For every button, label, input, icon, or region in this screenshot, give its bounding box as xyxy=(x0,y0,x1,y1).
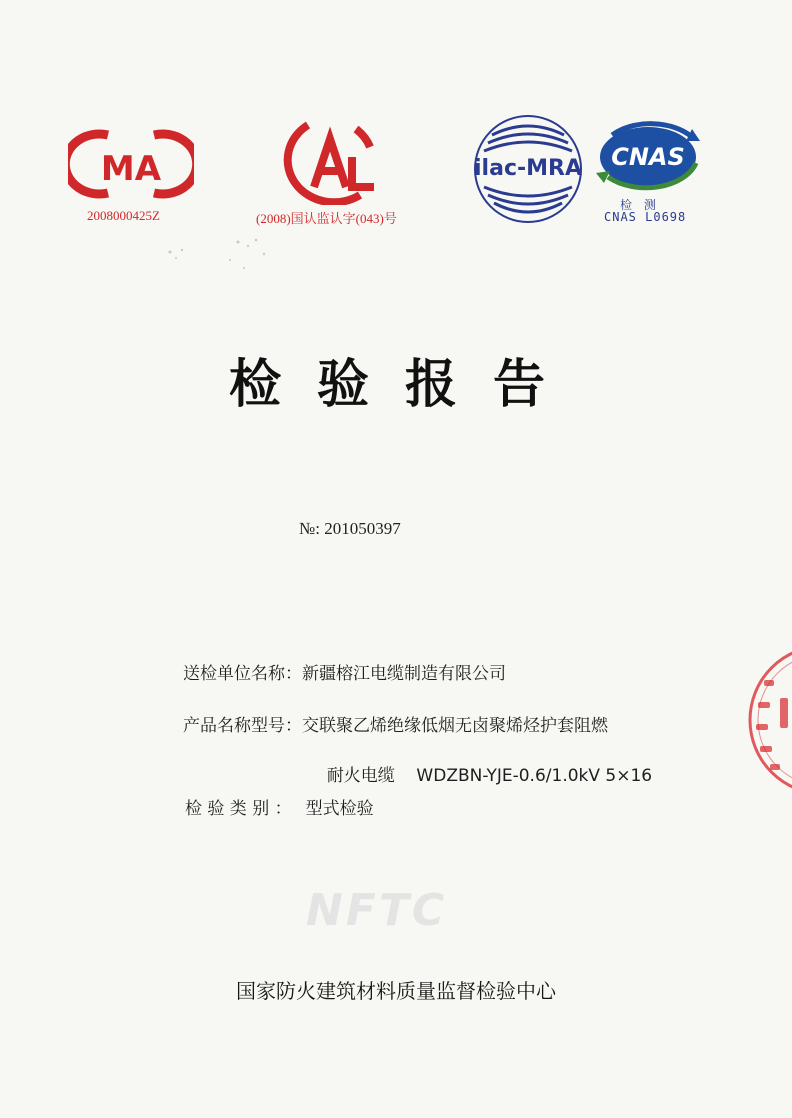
sender-label: 送检单位名称： xyxy=(183,664,302,684)
report-title: 检验报告 xyxy=(228,355,581,415)
red-seal-stamp-icon xyxy=(742,640,792,800)
issuing-organization: 国家防火建筑材料质量监督检验中心 xyxy=(236,979,556,1003)
ilac-mra-logo-icon xyxy=(470,113,586,225)
cal-logo-icon xyxy=(278,117,386,205)
cal-certificate-number: (2008)国认监认字(043)号 xyxy=(256,211,397,226)
product-field xyxy=(183,711,608,736)
product-value-line1: 交联聚乙烯绝缘低烟无卤聚烯烃护套阻燃 xyxy=(302,716,608,736)
cma-logo-icon xyxy=(68,125,194,203)
svg-text:MA: MA xyxy=(100,149,162,189)
report-number: №: 201050397 xyxy=(299,519,401,538)
product-label: 产品名称型号： xyxy=(183,716,302,736)
product-field-line2 xyxy=(316,741,652,786)
cnas-subtitle: 检 测 xyxy=(620,198,660,212)
svg-text:CNAS: CNAS xyxy=(611,143,685,171)
cma-certificate-number: 2008000425Z xyxy=(87,208,160,223)
inspection-type-value: 型式检验 xyxy=(305,799,374,819)
sender-field xyxy=(183,659,506,684)
svg-text:ilac-MRA: ilac-MRA xyxy=(474,156,582,181)
sender-value: 新疆榕江电缆制造有限公司 xyxy=(302,664,506,684)
inspection-type-label: 检 验 类 别 ： xyxy=(185,799,292,819)
scan-speckle-decoration xyxy=(160,232,280,282)
product-value-line2: 耐火电缆 WDZBN-YJE-0.6/1.0kV 5×16 xyxy=(326,766,653,786)
cnas-logo-icon xyxy=(592,117,704,195)
cnas-number: CNAS L0698 xyxy=(604,210,687,224)
inspection-type-field xyxy=(185,794,374,819)
nftc-watermark: NFTC xyxy=(306,885,448,936)
